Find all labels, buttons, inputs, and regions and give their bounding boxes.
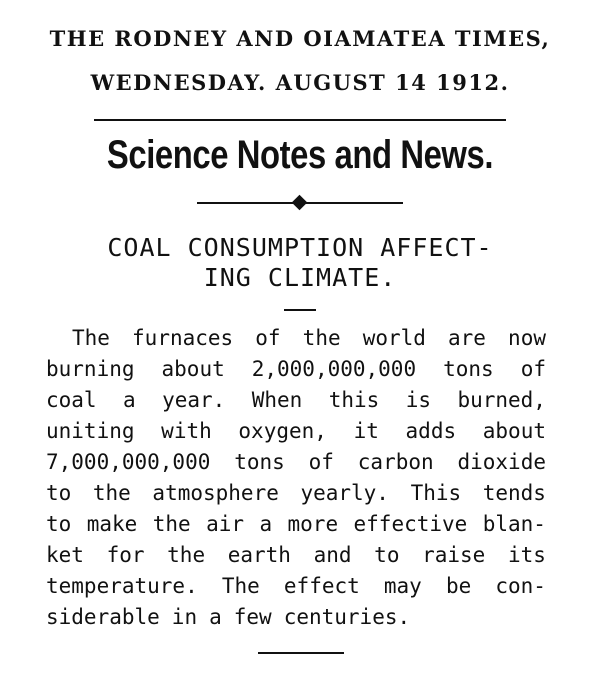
body-word: carbon: [357, 450, 434, 474]
body-word: centuries.: [283, 605, 411, 629]
body-word: are: [448, 326, 486, 350]
body-word: effective: [353, 512, 468, 536]
body-line: [46, 357, 546, 387]
body-line: [46, 481, 546, 511]
body-word: the: [302, 326, 341, 350]
diamond-rule-icon: [197, 196, 403, 210]
masthead-divider: [94, 119, 506, 121]
headline-divider: [284, 309, 316, 311]
body-word: and: [313, 543, 352, 567]
body-word: few: [233, 605, 272, 629]
newspaper-name: THE RODNEY AND OIAMATEA TIMES,: [49, 26, 551, 51]
body-word: ket: [46, 543, 84, 567]
body-word: burned,: [457, 388, 546, 412]
body-line: [46, 419, 546, 449]
body-line: [46, 512, 546, 542]
article-headline-line-1: COAL CONSUMPTION AFFECT-: [107, 233, 493, 262]
body-word: dioxide: [457, 450, 546, 474]
body-line: [46, 450, 546, 480]
body-word: The: [221, 574, 260, 598]
body-word: the: [152, 512, 191, 536]
body-word: about: [482, 419, 546, 443]
body-word: to: [374, 543, 400, 567]
body-word: blan-: [482, 512, 546, 536]
body-word: This: [410, 481, 462, 505]
body-word: tends: [482, 481, 546, 505]
body-word: uniting: [46, 419, 135, 443]
body-word: more: [287, 512, 339, 536]
body-word: to: [46, 512, 72, 536]
body-word: may: [383, 574, 422, 598]
body-word: 7,000,000,000: [46, 450, 211, 474]
body-word: now: [508, 326, 546, 350]
body-word: coal: [46, 388, 97, 412]
body-word: effect: [283, 574, 360, 598]
body-word: to: [46, 481, 72, 505]
body-word: make: [86, 512, 138, 536]
body-line: [46, 605, 546, 635]
body-word: of: [520, 357, 546, 381]
body-word: siderable: [46, 605, 160, 629]
dateline: WEDNESDAY. AUGUST 14 1912.: [90, 70, 510, 95]
body-word: it: [353, 419, 379, 443]
body-word: 2,000,000,000: [251, 357, 417, 381]
body-word: atmosphere: [152, 481, 279, 505]
body-word: tons: [234, 450, 285, 474]
body-word: adds: [405, 419, 457, 443]
body-word: be: [445, 574, 472, 598]
body-word: of: [308, 450, 334, 474]
body-word: con-: [495, 574, 546, 598]
body-word: is: [405, 388, 432, 412]
body-line: [46, 326, 546, 356]
body-word: world: [362, 326, 426, 350]
body-word: a: [259, 512, 273, 536]
body-word: furnaces: [132, 326, 234, 350]
body-word: its: [507, 543, 546, 567]
body-word: year.: [162, 388, 226, 412]
body-word: temperature.: [46, 574, 198, 598]
body-word: air: [206, 512, 245, 536]
body-word: burning: [46, 357, 135, 381]
body-word: yearly.: [300, 481, 389, 505]
body-word: The: [72, 326, 110, 350]
body-word: this: [328, 388, 380, 412]
body-line: [46, 388, 546, 418]
body-word: When: [251, 388, 303, 412]
article-end-rule: [258, 652, 344, 654]
body-word: a: [209, 605, 222, 629]
body-word: in: [171, 605, 198, 629]
body-word: with: [161, 419, 212, 443]
body-word: raise: [422, 543, 486, 567]
article-headline-line-2: ING CLIMATE.: [203, 263, 397, 292]
body-word: the: [92, 481, 131, 505]
body-line: [46, 543, 546, 573]
body-word: a: [123, 388, 136, 412]
body-word: earth: [227, 543, 291, 567]
section-title: Science Notes and News.: [106, 133, 494, 177]
body-word: oxygen,: [238, 419, 327, 443]
body-word: tons: [443, 357, 494, 381]
body-word: about: [161, 357, 225, 381]
body-word: for: [106, 543, 145, 567]
body-line: [46, 574, 546, 604]
body-word: the: [167, 543, 206, 567]
body-word: of: [255, 326, 281, 350]
